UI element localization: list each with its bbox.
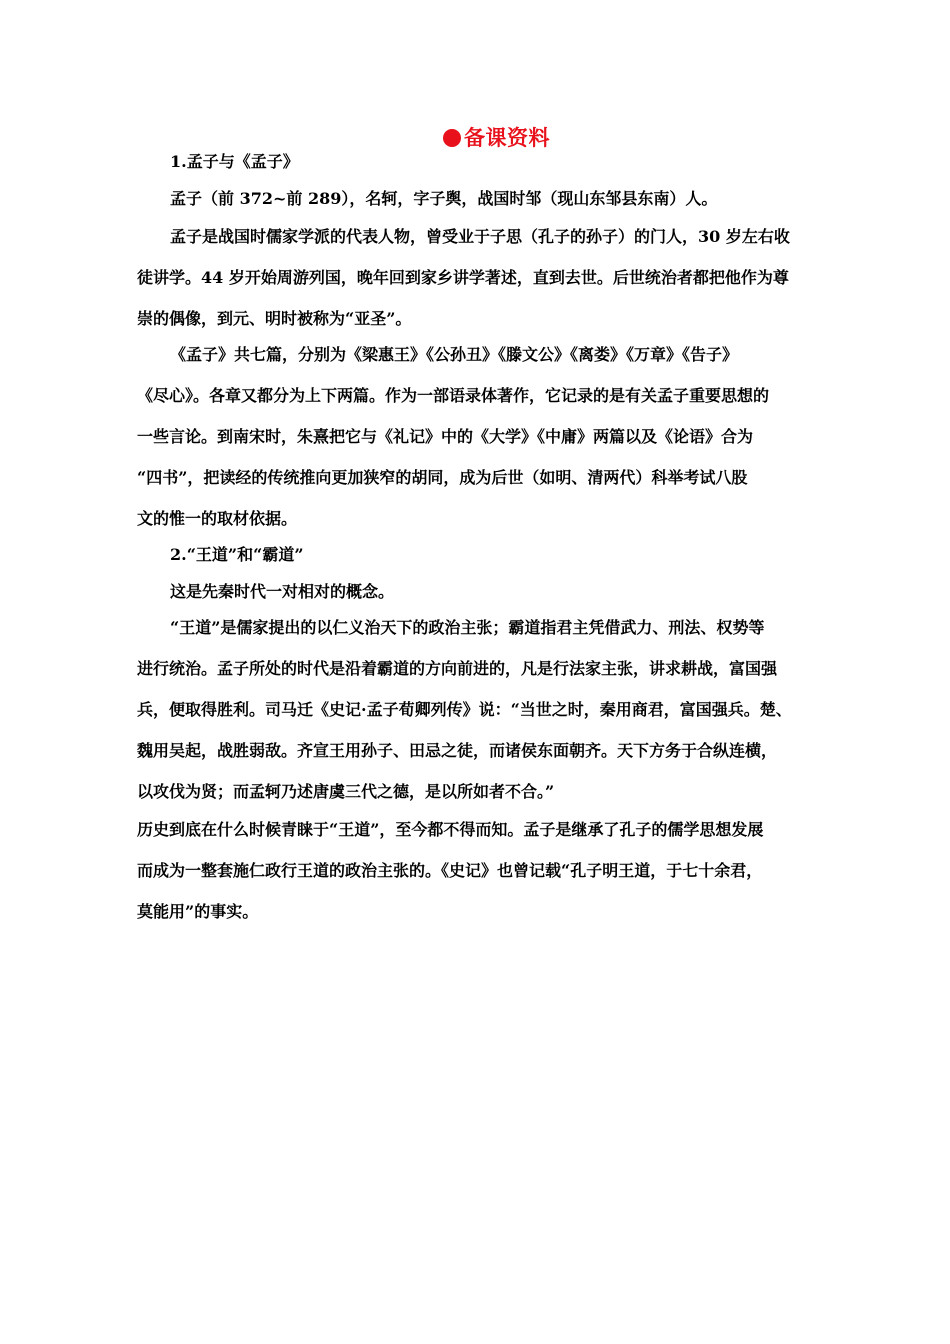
section-2-heading: 2.“王道”和“霸道”: [170, 545, 304, 564]
section-1-paragraph-1: 孟子（前 372~前 289），名轲，字子舆，战国时邹（现山东邹县东南）人。: [170, 189, 718, 208]
section-1-paragraph-3-line-5: 文的惟一的取材依据。: [137, 509, 298, 528]
section-1-heading: 1.孟子与《孟子》: [170, 152, 299, 171]
section-2-paragraph-2-line-1: “王道”是儒家提出的以仁义治天下的政治主张；霸道指君主凭借武力、刑法、权势等: [170, 618, 765, 637]
section-2-paragraph-3-line-2: 而成为一整套施仁政行王道的政治主张的。《史记》也曾记载“孔子明王道，于七十余君，: [137, 861, 763, 880]
section-2-paragraph-1: 这是先秦时代一对相对的概念。: [170, 582, 395, 601]
section-1-paragraph-3-line-4: “四书”，把读经的传统推向更加狭窄的胡同，成为后世（如明、清两代）科举考试八股: [137, 468, 748, 487]
section-1-paragraph-2-line-1: 孟子是战国时儒家学派的代表人物，曾受业于子思（孔子的孙子）的门人，30 岁左右收: [170, 227, 790, 246]
section-1-paragraph-3-line-1: 《孟子》共七篇，分别为《梁惠王》《公孙丑》《滕文公》《离娄》《万章》《告子》: [170, 345, 739, 364]
section-2-paragraph-3-line-3: 莫能用”的事实。: [137, 902, 259, 921]
section-1-paragraph-3-line-3: 一些言论。到南宋时，朱熹把它与《礼记》中的《大学》《中庸》两篇以及《论语》合为: [137, 427, 754, 446]
section-2-paragraph-3-line-1: 历史到底在什么时候青睐于“王道”，至今都不得而知。孟子是继承了孔子的儒学思想发展: [137, 820, 764, 839]
page-title: [443, 122, 550, 152]
section-2-paragraph-2-line-4: 魏用吴起，战胜弱敌。齐宣王用孙子、田忌之徒，而诸侯东面朝齐。天下方务于合纵连横，: [137, 741, 778, 760]
title-text: 备课资料: [464, 125, 550, 150]
bullet-dot-icon: [443, 129, 461, 147]
section-2-paragraph-2-line-3: 兵，便取得胜利。司马迁《史记·孟子荀卿列传》说：“当世之时，秦用商君，富国强兵。楚、: [137, 700, 792, 719]
section-1-paragraph-2-line-3: 崇的偶像，到元、明时被称为“亚圣”。: [137, 309, 412, 328]
section-2-paragraph-2-line-5: 以攻伐为贤；而孟轲乃述唐虞三代之德，是以所如者不合。”: [137, 782, 555, 801]
section-2-paragraph-2-line-2: 进行统治。孟子所处的时代是沿着霸道的方向前进的，凡是行法家主张，讲求耕战，富国强: [137, 659, 778, 678]
section-1-paragraph-3-line-2: 《尽心》。各章又都分为上下两篇。作为一部语录体著作，它记录的是有关孟子重要思想的: [137, 386, 770, 405]
section-1-paragraph-2-line-2: 徒讲学。44 岁开始周游列国，晚年回到家乡讲学著述，直到去世。后世统治者都把他作为尊: [137, 268, 789, 287]
